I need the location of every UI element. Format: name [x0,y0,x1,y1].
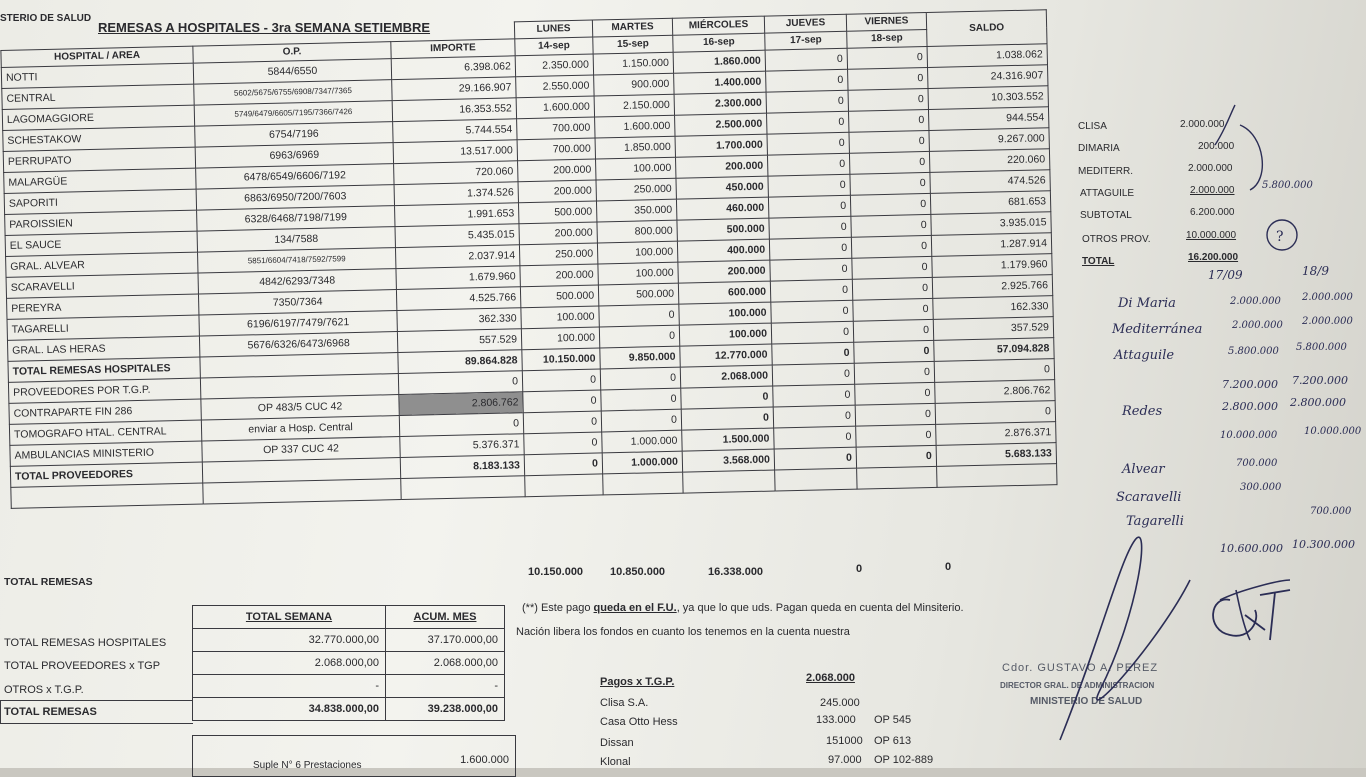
cell-saldo: 357.529 [933,317,1053,341]
cell-day: 0 [851,235,931,258]
cell-day: 0 [524,453,602,476]
hand-value: 10.000.000 [1220,430,1278,441]
cell-day: 800.000 [597,220,677,243]
cell-day: 0 [849,130,929,153]
cell-op: enviar a Hosp. Central [201,416,399,441]
cell-day: 12.770.000 [680,344,772,367]
cell-importe: 557.529 [397,329,521,353]
pago-amount: 97.000 [828,754,862,766]
cell-day: 450.000 [676,176,768,199]
day-name: MIÉRCOLES [672,16,764,35]
side-label: OTROS PROV. [1082,234,1151,245]
cell-day: 500.000 [598,283,678,306]
cell-saldo: 681.653 [930,191,1050,215]
pago-op: OP 545 [874,714,912,726]
cell-day: 0 [855,382,935,405]
cell-saldo: 24.316.907 [928,65,1048,89]
cell-importe: 5.744.554 [393,119,517,143]
note-text: , ya que lo que uds. Pagan queda en cuenta del Minsiterio. [676,602,964,614]
cell-day: 1.700.000 [675,134,767,157]
cell-name: PERRUPATO [3,147,195,172]
cell-op: 6963/6969 [195,143,393,168]
cell-importe: 1.991.653 [395,203,519,227]
cell-importe: 13.517.000 [393,140,517,164]
summary-cell: - [386,675,505,698]
side-value: 2.000.000 [1190,185,1235,196]
cell-day: 100.000 [679,323,771,346]
cell-day: 0 [770,258,852,281]
remesas-table [0,9,1058,509]
cell-day: 0 [772,342,854,365]
cell-name: CONTRAPARTE FIN 286 [9,399,201,424]
cell-day: 900.000 [594,73,674,96]
hand-name: Alvear [1122,462,1165,477]
cell-day: 0 [848,109,928,132]
cell-day: 0 [766,90,848,113]
cell-day: 0 [772,363,854,386]
cell-day: 0 [854,340,934,363]
cell-day: 0 [848,67,928,90]
cell-op: 5676/6326/6473/6968 [199,332,397,357]
cell-day: 1.000.000 [602,451,682,474]
side-label: SUBTOTAL [1080,210,1132,221]
cell-day: 200.000 [675,155,767,178]
summary-total-frame [0,700,193,724]
side-value: 10.000.000 [1186,230,1237,241]
cell-day: 2.350.000 [515,54,593,77]
cell-name: MALARGÜE [4,168,196,193]
row-label: TOTAL PROVEEDORES [10,462,202,487]
cell-day: 0 [851,214,931,237]
summary-label: OTROS x T.G.P. [4,684,84,696]
handwritten-initials [1200,580,1310,650]
cell-importe: 8.183.133 [400,455,524,479]
ministry-header: STERIO DE SALUD [0,13,92,24]
hand-value: 5.800.000 [1228,346,1279,357]
cell-day: 500.000 [520,285,598,308]
cell-importe: 0 [399,413,523,437]
side-value: 16.200.000 [1188,252,1239,263]
cell-saldo: 162.330 [933,296,1053,320]
summary-cell: 37.170.000,00 [386,629,505,652]
hand-value: 2.000.000 [1302,292,1353,303]
day-date: 17-sep [765,31,847,50]
total-remesas-day: 10.850.000 [610,566,666,578]
cell-day: 0 [853,319,933,342]
row-label: TOTAL REMESAS HOSPITALES [8,357,200,382]
total-remesas-label: TOTAL REMESAS [4,576,93,588]
cell-day: 0 [853,298,933,321]
bottom-box-value: 1.600.000 [460,754,509,766]
cell-day: 1.850.000 [595,136,675,159]
hand-value: 5.800.000 [1296,342,1347,353]
cell-day: 100.000 [521,327,599,350]
cell-day: 1.600.000 [516,96,594,119]
total-remesas-day: 10.150.000 [528,566,584,578]
cell-day: 200.000 [520,264,598,287]
summary-header: ACUM. MES [386,606,505,629]
cell-day: 0 [768,174,850,197]
hand-value: 2.000.000 [1230,296,1281,307]
cell-op: 6754/7196 [195,122,393,147]
note-line-2: Nación libera los fondos en cuanto los tenemos en la cuenta nuestra [516,626,850,638]
side-value: 2.000.000 [1188,163,1233,174]
bottom-box-label: Suple N° 6 Prestaciones [253,760,362,771]
cell-day: 0 [681,407,773,430]
hand-value: 2.800.000 [1290,396,1346,409]
cell-day: 2.150.000 [594,94,674,117]
hand-note: 5.800.000 [1262,180,1313,191]
cell-name: NOTTI [1,63,193,88]
cell-day: 0 [599,304,679,327]
cell-saldo: 3.935.015 [931,212,1051,236]
day-date: 14-sep [515,37,593,56]
summary-cell: - [193,675,386,698]
cell-day: 9.850.000 [600,346,680,369]
summary-cell: 32.770.000,00 [193,629,386,652]
cell-importe: 720.060 [394,161,518,185]
cell-importe: 5.435.015 [395,224,519,248]
cell-importe: 0 [398,371,522,395]
cell-op: 5749/6479/6605/7195/7366/7426 [194,101,392,126]
cell-day: 0 [601,409,681,432]
side-label: CLISA [1078,121,1107,132]
side-value: 2.000.000 [1180,119,1225,130]
side-label: TOTAL [1082,256,1115,267]
cell-name: AMBULANCIAS MINISTERIO [10,441,202,466]
signature-role: DIRECTOR GRAL. DE ADMINISTRACION [1000,681,1155,690]
hand-value: 2.000.000 [1302,316,1353,327]
cell-importe: 29.166.907 [392,77,516,101]
cell-importe: 16.353.552 [392,98,516,122]
cell-day: 0 [850,193,930,216]
cell-op: OP 337 CUC 42 [202,437,400,462]
op-header: O.P. [193,42,391,63]
cell-day: 500.000 [677,218,769,241]
cell-saldo: 9.267.000 [929,128,1049,152]
cell-saldo: 57.094.828 [934,338,1054,362]
cell-op: 134/7588 [197,227,395,252]
signature-org: MINISTERIO DE SALUD [1030,696,1143,707]
cell-saldo: 944.554 [928,107,1048,131]
cell-day: 200.000 [678,260,770,283]
hand-value: 2.000.000 [1232,320,1283,331]
cell-day: 10.150.000 [522,348,600,371]
cell-day: 1.000.000 [602,430,682,453]
cell-saldo: 10.303.552 [928,86,1048,110]
cell-op: 6196/6197/7479/7621 [199,311,397,336]
hand-date: 18/9 [1302,264,1329,278]
summary-label: TOTAL REMESAS HOSPITALES [4,637,167,649]
cell-day: 700.000 [517,138,595,161]
cell-day: 400.000 [677,239,769,262]
cell-saldo: 1.287.914 [931,233,1051,257]
pago-amount: 133.000 [816,714,856,726]
cell-day: 0 [769,237,851,260]
cell-name: PAROISSIEN [5,210,197,235]
cell-day: 0 [854,361,934,384]
cell-day: 0 [849,151,929,174]
cell-name: TAGARELLI [7,315,199,340]
pago-op: OP 102-889 [874,754,934,766]
cell-name: CENTRAL [2,84,194,109]
side-value: 6.200.000 [1190,207,1235,218]
note-emphasis: queda en el F.U. [593,602,677,614]
cell-day: 100.000 [598,262,678,285]
cell-day: 0 [847,46,927,69]
summary-label: TOTAL PROVEEDORES x TGP [4,660,161,672]
cell-saldo: 474.526 [930,170,1050,194]
cell-day: 1.500.000 [682,428,774,451]
pago-amount: 245.000 [820,697,860,709]
cell-importe: 89.864.828 [398,350,522,374]
pagos-total: 2.068.000 [806,672,855,684]
cell-day: 250.000 [596,178,676,201]
cell-op: 7350/7364 [198,290,396,315]
cell-day: 0 [848,88,928,111]
cell-day: 0 [681,386,773,409]
cell-day: 0 [856,445,936,468]
cell-saldo: 0 [935,401,1055,425]
cell-day: 0 [773,405,855,428]
cell-importe: 4.525.766 [396,287,520,311]
cell-day: 0 [771,321,853,344]
hand-value: 7.200.000 [1222,378,1278,391]
cell-op: 5844/6550 [193,59,391,84]
hospital-header: HOSPITAL / AREA [1,46,193,67]
hand-value: 2.800.000 [1222,400,1278,413]
note-line-1 [522,602,964,614]
cell-day: 0 [524,432,602,455]
cell-saldo: 5.683.133 [936,443,1056,467]
pagos-title: Pagos x T.G.P. [600,676,675,688]
cell-day: 0 [855,403,935,426]
hand-value: 10.000.000 [1304,426,1362,437]
side-label: DIMARIA [1078,143,1120,154]
cell-op: 4842/6293/7348 [198,269,396,294]
cell-day: 0 [767,111,849,134]
day-name: MARTES [592,18,672,37]
cell-importe: 2.037.914 [395,245,519,269]
cell-day: 0 [856,424,936,447]
total-remesas-day: 16.338.000 [708,566,764,578]
cell-op: 6863/6950/7200/7603 [196,185,394,210]
cell-day: 100.000 [679,302,771,325]
importe-header: IMPORTE [391,39,515,59]
hand-value: 10.600.000 [1220,542,1283,555]
cell-name: PEREYRA [7,294,199,319]
cell-day: 2.068.000 [680,365,772,388]
cell-day: 0 [771,300,853,323]
hand-name: Scaravelli [1116,490,1182,505]
cell-day: 0 [770,279,852,302]
cell-importe: 2.806.762 [399,392,523,416]
cell-day: 460.000 [676,197,768,220]
pago-name: Casa Otto Hess [600,716,678,728]
cell-day: 200.000 [518,180,596,203]
cell-day: 0 [769,216,851,239]
cell-saldo: 2.806.762 [935,380,1055,404]
cell-saldo: 220.060 [929,149,1049,173]
hand-value: 700.000 [1310,506,1352,517]
hand-value: 7.200.000 [1292,374,1348,387]
cell-day: 1.150.000 [593,52,673,75]
cell-op: 5851/6604/7418/7592/7599 [198,248,396,273]
cell-day: 200.000 [518,159,596,182]
cell-day: 350.000 [596,199,676,222]
cell-importe: 1.374.526 [394,182,518,206]
hand-value: 300.000 [1240,482,1282,493]
cell-day: 250.000 [519,243,597,266]
cell-importe: 5.376.371 [400,434,524,458]
signature-name: Cdor. GUSTAVO A. PEREZ [1002,662,1159,674]
cell-name: LAGOMAGGIORE [2,105,194,130]
day-name: JUEVES [764,14,846,33]
cell-day: 2.550.000 [516,75,594,98]
day-name: VIERNES [846,12,926,31]
hand-value: 700.000 [1236,458,1278,469]
cell-day: 0 [765,48,847,71]
cell-importe: 6.398.062 [391,56,515,80]
cell-day: 100.000 [597,241,677,264]
cell-day: 600.000 [678,281,770,304]
cell-name: PROVEEDORES POR T.G.P. [8,378,200,403]
cell-day: 0 [600,367,680,390]
cell-saldo: 2.925.766 [932,275,1052,299]
cell-saldo: 0 [934,359,1054,383]
cell-day: 0 [766,69,848,92]
pago-name: Dissan [600,737,634,749]
cell-op: OP 483/5 CUC 42 [201,395,399,420]
day-name: LUNES [514,20,592,39]
cell-saldo: 2.876.371 [936,422,1056,446]
cell-day: 1.400.000 [674,71,766,94]
cell-day: 0 [773,384,855,407]
summary-header: TOTAL SEMANA [193,606,386,629]
cell-name: TOMOGRAFO HTAL. CENTRAL [9,420,201,445]
day-date: 16-sep [673,33,765,52]
pago-amount: 151000 [826,735,863,747]
cell-day: 0 [523,411,601,434]
svg-text:?: ? [1276,229,1284,245]
total-remesas-day: 0 [856,563,863,575]
cell-day: 200.000 [519,222,597,245]
hand-name: Di Maria [1118,296,1176,311]
summary-table [192,605,505,721]
cell-day: 0 [774,447,856,470]
cell-saldo: 1.179.960 [932,254,1052,278]
cell-day: 2.300.000 [674,92,766,115]
day-date: 15-sep [593,35,673,54]
cell-day: 0 [601,388,681,411]
cell-day: 2.500.000 [675,113,767,136]
side-label: MEDITERR. [1078,166,1133,177]
cell-name: GRAL. ALVEAR [6,252,198,277]
hand-date: 17/09 [1208,268,1243,282]
cell-saldo: 1.038.062 [927,44,1047,68]
document-title: REMESAS A HOSPITALES - 3ra SEMANA SETIEMBRE [98,20,431,35]
cell-day: 0 [599,325,679,348]
cell-day: 0 [774,426,856,449]
cell-importe: 1.679.960 [396,266,520,290]
cell-op: 6478/6549/6606/7192 [196,164,394,189]
total-remesas-day: 0 [945,561,952,573]
pago-name: Klonal [600,756,631,768]
cell-day: 0 [852,256,932,279]
side-label: ATTAGUILE [1080,188,1135,199]
cell-op: 5602/5675/6755/6908/7347/7365 [194,80,392,105]
cell-day: 0 [767,132,849,155]
cell-day: 3.568.000 [682,449,774,472]
cell-name: SAPORITI [4,189,196,214]
cell-day: 500.000 [518,201,596,224]
cell-day: 100.000 [596,157,676,180]
hand-name: Attaguile [1114,348,1175,363]
cell-day: 100.000 [521,306,599,329]
cell-op: 6328/6468/7198/7199 [197,206,395,231]
cell-day: 0 [522,369,600,392]
day-date: 18-sep [847,29,927,48]
cell-name: EL SAUCE [5,231,197,256]
cell-day: 0 [850,172,930,195]
cell-day: 0 [852,277,932,300]
hand-value: 10.300.000 [1292,538,1355,551]
saldo-header: SALDO [926,10,1047,47]
hand-name: Tagarelli [1126,514,1184,529]
summary-label: TOTAL REMESAS [4,706,97,718]
summary-cell: 39.238.000,00 [386,698,505,721]
summary-cell: 2.068.000,00 [193,652,386,675]
cell-day: 0 [768,195,850,218]
summary-cell: 34.838.000,00 [193,698,386,721]
note-text: (**) Este pago [522,602,594,614]
pago-op: OP 613 [874,735,912,747]
cell-name: GRAL. LAS HERAS [7,336,199,361]
pago-name: Clisa S.A. [600,697,649,709]
cell-day: 700.000 [517,117,595,140]
hand-name: Redes [1122,404,1163,419]
cell-day: 0 [523,390,601,413]
bottom-box [192,735,516,777]
cell-day: 1.600.000 [595,115,675,138]
summary-cell: 2.068.000,00 [386,652,505,675]
cell-name: SCHESTAKOW [3,126,195,151]
side-value: 200.000 [1198,141,1235,152]
cell-day: 1.860.000 [673,50,765,73]
cell-day: 0 [767,153,849,176]
cell-name: SCARAVELLI [6,273,198,298]
cell-importe: 362.330 [397,308,521,332]
hand-name: Mediterránea [1112,322,1203,337]
